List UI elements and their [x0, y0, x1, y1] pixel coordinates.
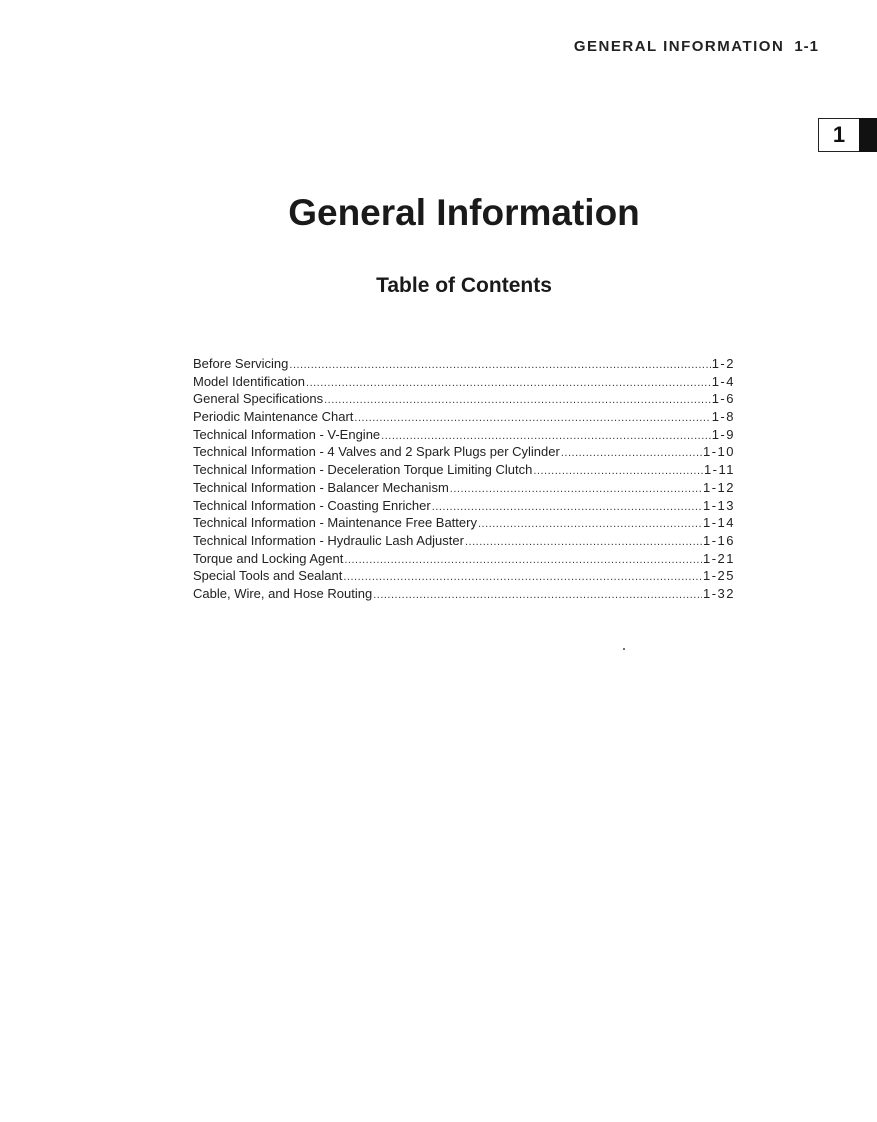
toc-entry-page: 1-25 — [702, 568, 735, 584]
toc-entry-page: 1-4 — [711, 373, 735, 389]
toc-leader-dots — [344, 554, 702, 566]
toc-entry-coasting-enricher[interactable] — [193, 498, 735, 516]
toc-entry-hydraulic-lash-adjuster[interactable] — [193, 533, 735, 551]
toc-entry-page: 1-9 — [711, 426, 735, 442]
toc-entry-special-tools-and-sealant[interactable] — [193, 568, 735, 586]
toc-leader-dots — [343, 571, 702, 583]
toc-entry-label: Special Tools and Sealant — [193, 568, 343, 584]
toc-entry-label: Technical Information - Deceleration Torque Limiting Clutch — [193, 462, 533, 478]
table-of-contents — [193, 356, 735, 604]
toc-entry-page: 1-21 — [702, 550, 735, 566]
toc-entry-label: Technical Information - Coasting Enricher — [193, 497, 431, 513]
toc-entry-page: 1-12 — [702, 479, 735, 495]
toc-leader-dots — [478, 518, 702, 530]
toc-entry-label: Before Servicing — [193, 356, 289, 371]
toc-entry-page: 1-10 — [702, 444, 735, 460]
toc-entry-page: 1-16 — [702, 532, 735, 548]
toc-entry-page: 1-14 — [702, 515, 735, 531]
toc-leader-dots — [465, 536, 702, 548]
scan-speck — [623, 648, 625, 650]
toc-entry-label: Technical Information - Maintenance Free Battery — [193, 515, 477, 531]
chapter-tab-bar — [859, 118, 877, 152]
toc-entry-label: Technical Information - V-Engine — [193, 426, 381, 442]
toc-entry-balancer-mechanism[interactable] — [193, 480, 735, 498]
toc-entry-label: Model Identification — [193, 373, 306, 389]
toc-entry-torque-and-locking-agent[interactable] — [193, 551, 735, 569]
toc-entry-page: 1-6 — [711, 391, 735, 407]
toc-leader-dots — [306, 377, 711, 389]
toc-entry-deceleration-torque-limiting-clutch[interactable] — [193, 462, 735, 480]
chapter-tab-number: 1 — [818, 118, 859, 152]
running-header-page-number: 1-1 — [794, 38, 819, 55]
toc-entry-page: 1-11 — [703, 462, 735, 478]
running-header — [574, 38, 819, 55]
toc-entry-page: 1-32 — [702, 585, 735, 601]
toc-leader-dots — [324, 394, 711, 406]
page-title: General Information — [288, 192, 640, 233]
toc-leader-dots — [373, 589, 702, 601]
toc-entry-general-specifications[interactable] — [193, 391, 735, 409]
toc-entry-cable-wire-hose-routing[interactable] — [193, 586, 735, 604]
toc-entry-label: Technical Information - 4 Valves and 2 Spark Plugs per Cylinder — [193, 444, 560, 460]
toc-leader-dots — [432, 501, 702, 513]
toc-entry-label: Torque and Locking Agent — [193, 550, 344, 566]
toc-entry-label: Periodic Maintenance Chart — [193, 409, 354, 425]
toc-entry-label: Cable, Wire, and Hose Routing — [193, 585, 373, 601]
toc-entry-page: 1-8 — [711, 409, 735, 425]
toc-entry-periodic-maintenance-chart[interactable] — [193, 409, 735, 427]
toc-entry-label: Technical Information - Balancer Mechanism — [193, 479, 449, 495]
chapter-tab — [818, 118, 877, 152]
toc-entry-page: 1-2 — [711, 356, 735, 371]
toc-leader-dots — [354, 412, 710, 424]
toc-leader-dots — [289, 359, 710, 371]
toc-leader-dots — [533, 465, 703, 477]
toc-entry-label: Technical Information - Hydraulic Lash Adjuster — [193, 532, 464, 548]
toc-entry-model-identification[interactable] — [193, 374, 735, 392]
toc-leader-dots — [450, 483, 702, 495]
toc-entry-4-valves-2-spark-plugs[interactable] — [193, 444, 735, 462]
running-header-section: GENERAL INFORMATION — [573, 38, 785, 55]
toc-title: Table of Contents — [376, 274, 552, 297]
toc-leader-dots — [561, 447, 702, 459]
toc-leader-dots — [381, 430, 711, 442]
toc-entry-before-servicing[interactable] — [193, 356, 735, 374]
toc-entry-maintenance-free-battery[interactable] — [193, 515, 735, 533]
toc-entry-v-engine[interactable] — [193, 427, 735, 445]
toc-entry-page: 1-13 — [702, 497, 735, 513]
toc-entry-label: General Specifications — [193, 391, 324, 407]
